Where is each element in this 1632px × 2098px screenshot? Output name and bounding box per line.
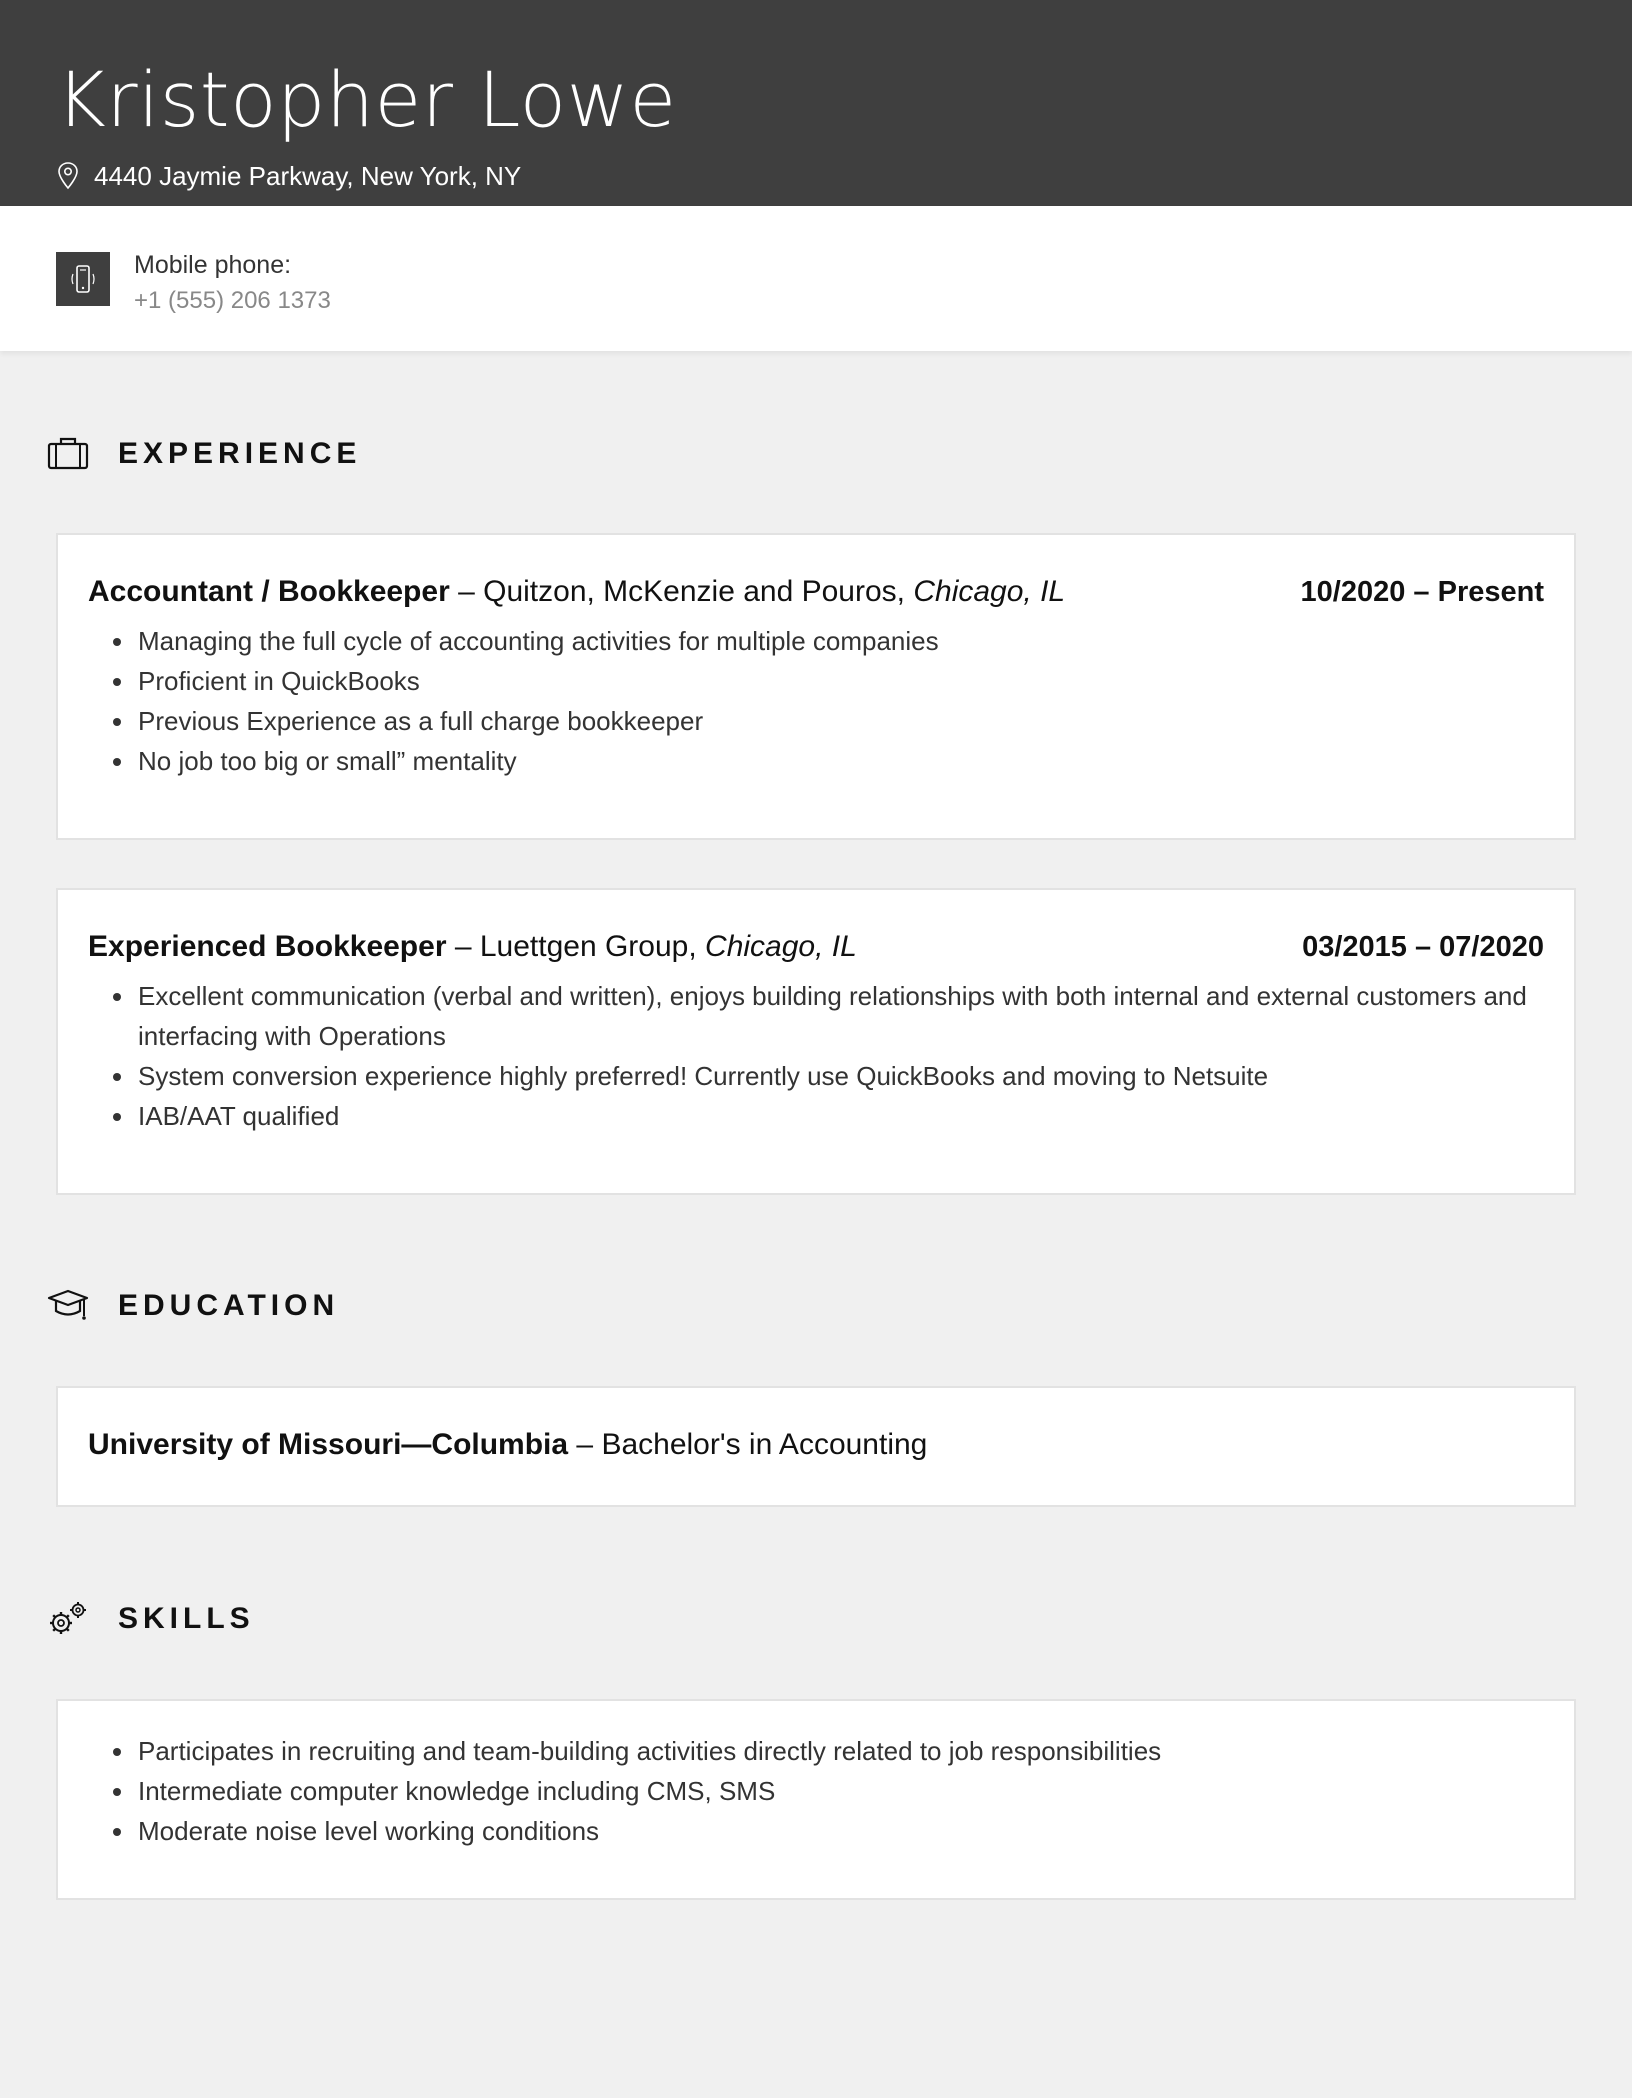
skills-card bbox=[56, 1699, 1576, 1900]
candidate-name: Kristopher Lowe bbox=[56, 55, 677, 144]
education-line bbox=[58, 1388, 1574, 1502]
briefcase-icon bbox=[46, 434, 90, 474]
phone-number[interactable]: +1 (555) 206 1373 bbox=[134, 287, 331, 314]
list-item: • Excellent communication (verbal and written), enjoys building relationships with both internal and external customers and interfacing with Operations bbox=[136, 976, 1534, 1056]
job-bullets bbox=[136, 621, 1574, 781]
experience-heading bbox=[46, 434, 361, 474]
education-card bbox=[56, 1386, 1576, 1507]
job-separator: – bbox=[446, 930, 480, 963]
school-name: University of Missouri—Columbia bbox=[88, 1428, 569, 1461]
gears-icon bbox=[46, 1599, 90, 1639]
job-title: Experienced Bookkeeper bbox=[88, 930, 447, 963]
resume-header bbox=[0, 0, 1632, 206]
job-location: Chicago, IL bbox=[913, 575, 1066, 608]
job-title-line bbox=[88, 575, 1065, 609]
job-title-line bbox=[88, 930, 857, 964]
list-item: • Intermediate computer knowledge including CMS, SMS bbox=[136, 1771, 1534, 1811]
job-separator: – bbox=[449, 575, 484, 608]
skills-heading bbox=[46, 1599, 255, 1639]
list-item: • System conversion experience highly preferred! Currently use QuickBooks and moving to Netsuite bbox=[136, 1056, 1534, 1096]
job-title: Accountant / Bookkeeper bbox=[88, 575, 450, 608]
job-card bbox=[56, 888, 1576, 1195]
address-row bbox=[56, 158, 1632, 194]
edu-separator: – bbox=[568, 1428, 602, 1461]
experience-title: EXPERIENCE bbox=[118, 437, 362, 470]
job-card bbox=[56, 533, 1576, 840]
contact-bar bbox=[0, 206, 1632, 351]
job-bullets bbox=[136, 976, 1574, 1136]
education-heading bbox=[46, 1286, 339, 1326]
graduation-cap-icon bbox=[46, 1286, 90, 1326]
list-item: • Previous Experience as a full charge bookkeeper bbox=[136, 701, 1534, 741]
job-company: Luettgen Group, bbox=[479, 930, 706, 963]
education-title: EDUCATION bbox=[118, 1289, 340, 1322]
list-item: • Proficient in QuickBooks bbox=[136, 661, 1534, 701]
list-item: • Participates in recruiting and team-building activities directly related to job responsibilities bbox=[136, 1731, 1534, 1771]
list-item: • Managing the full cycle of accounting activities for multiple companies bbox=[136, 621, 1534, 661]
address-text: 4440 Jaymie Parkway, New York, NY bbox=[94, 160, 522, 191]
map-pin-icon bbox=[56, 161, 80, 191]
list-item: • IAB/AAT qualified bbox=[136, 1096, 1534, 1136]
mobile-phone-icon bbox=[56, 252, 110, 306]
skills-list bbox=[136, 1731, 1574, 1851]
job-dates: 03/2015 – 07/2020 bbox=[1302, 931, 1544, 963]
list-item: • No job too big or small” mentality bbox=[136, 741, 1534, 781]
skills-title: SKILLS bbox=[118, 1602, 255, 1635]
job-company: Quitzon, McKenzie and Pouros, bbox=[483, 575, 914, 608]
degree: Bachelor's in Accounting bbox=[601, 1428, 928, 1461]
job-location: Chicago, IL bbox=[705, 930, 857, 963]
list-item: • Moderate noise level working conditions bbox=[136, 1811, 1534, 1851]
job-dates: 10/2020 – Present bbox=[1300, 576, 1544, 608]
phone-label: Mobile phone: bbox=[134, 251, 292, 279]
